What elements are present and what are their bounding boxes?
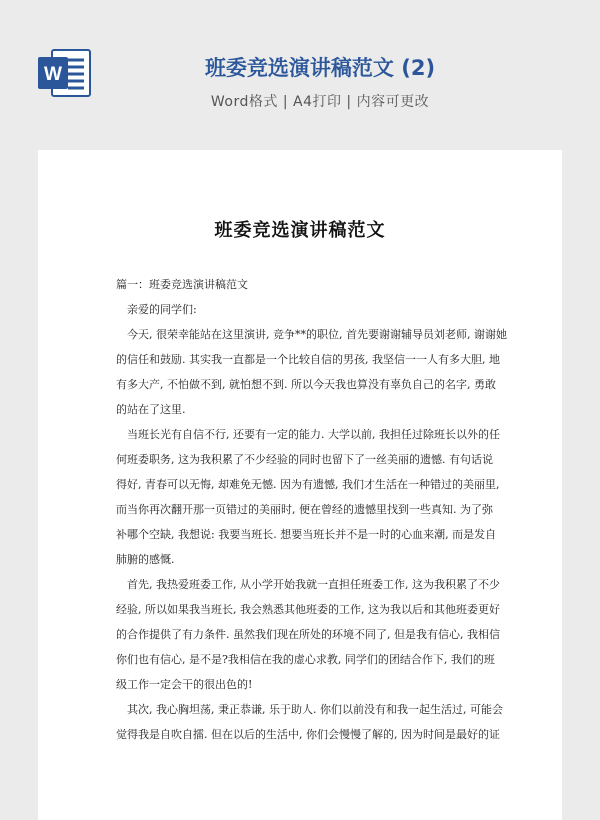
document-line: 有多大产, 不怕做不到, 就怕想不到. 所以今天我也算没有辜负自己的名字, 勇敢 — [116, 378, 496, 391]
svg-text:W: W — [44, 64, 62, 85]
document-line: 得好, 青春可以无悔, 却难免无憾. 因为有遗憾, 我们才生活在一种错过的美丽里, — [116, 478, 500, 491]
document-line: 今天, 很荣幸能站在这里演讲, 竞争**的职位, 首先要谢谢辅导员刘老师, 谢谢她 — [127, 328, 507, 341]
document-title: 班委竞选演讲稿范文 — [214, 220, 386, 241]
document-line: 何班委职务, 这为我积累了不少经验的同时也留下了一丝美丽的遗憾. 有句话说 — [116, 453, 493, 466]
document-line: 经验, 所以如果我当班长, 我会熟悉其他班委的工作, 这为我以后和其他班委更好 — [116, 603, 500, 616]
page-title: 班委竞选演讲稿范文 (2) — [204, 56, 436, 80]
page-header — [0, 0, 600, 150]
document-line: 亲爱的同学们: — [127, 303, 197, 316]
document-line: 级工作一定会干的很出色的! — [116, 678, 253, 691]
document-line: 的站在了这里. — [116, 403, 186, 416]
document-line: 的合作提供了有力条件. 虽然我们现在所处的环境不同了, 但是我有信心, 我相信 — [116, 628, 500, 641]
document-line: 首先, 我热爱班委工作, 从小学开始我就一直担任班委工作, 这为我积累了不少 — [127, 578, 500, 591]
document-body — [116, 272, 507, 747]
document-line: 补哪个空缺, 我想说: 我要当班长. 想要当班长并不是一时的心血来潮, 而是发自 — [116, 528, 497, 541]
document-line: 其次, 我心胸坦荡, 秉正恭谦, 乐于助人. 你们以前没有和我一起生活过, 可能会 — [127, 703, 503, 716]
document-line: 肺腑的感慨. — [116, 553, 175, 566]
document-line: 觉得我是自吹自擂. 但在以后的生活中, 你们会慢慢了解的, 因为时间是最好的证 — [116, 728, 500, 741]
document-line: 的信任和鼓励. 其实我一直都是一个比较自信的男孩, 我坚信一一人有多大胆, 地 — [116, 353, 500, 366]
page-subtitle: Word格式 | A4打印 | 内容可更改 — [210, 94, 430, 110]
document-line: 篇一：班委竞选演讲稿范文 — [116, 278, 248, 291]
document-line: 而当你再次翻开那一页错过的美丽时, 便在曾经的遗憾里找到一些真知. 为了弥 — [116, 503, 493, 516]
document-line: 当班长光有自信不行, 还要有一定的能力. 大学以前, 我担任过除班长以外的任 — [127, 428, 500, 441]
document-line: 你们也有信心, 是不是?我相信在我的虚心求教, 同学们的团结合作下, 我们的班 — [116, 653, 495, 666]
document-page — [38, 150, 562, 820]
